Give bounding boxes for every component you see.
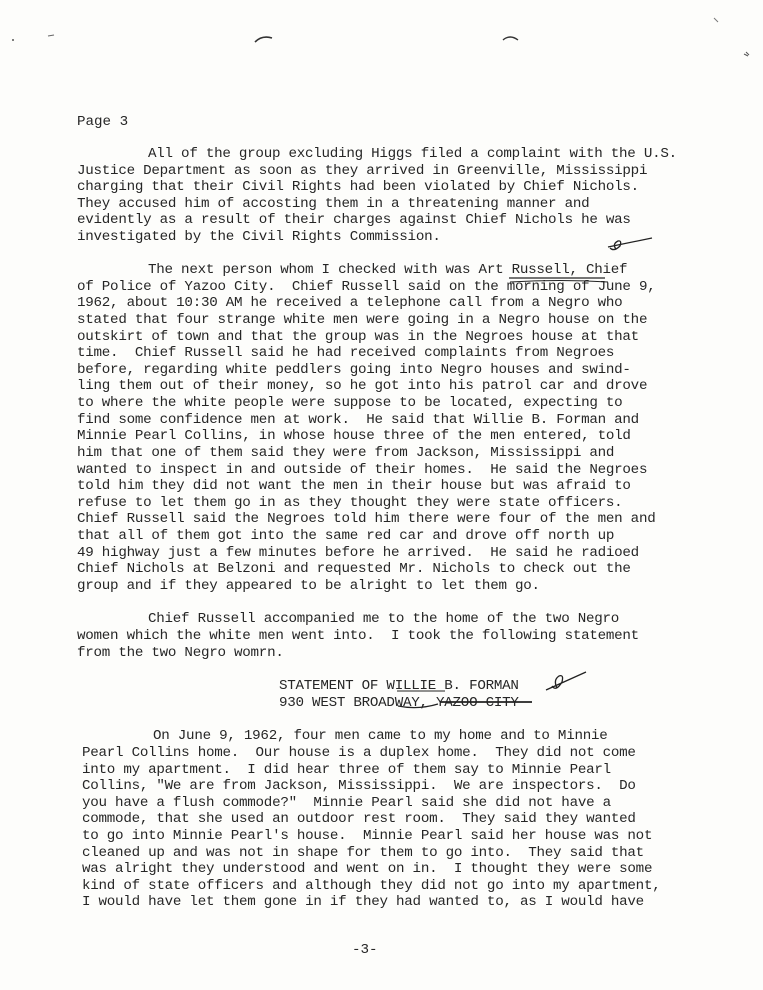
paragraph-line: was alright they understood and went on in. I thought they were some: [82, 861, 653, 877]
paragraph-line: outskirt of town and that the group was in the Negroes house at that: [77, 329, 639, 345]
paragraph-line: before, regarding white peddlers going into Negro houses and swind-: [77, 362, 631, 378]
scan-speck-marks: [0, 0, 763, 80]
paragraph-line: They accused him of accosting them in a threatening manner and: [77, 196, 590, 212]
paragraph-line: 49 highway just a few minutes before he arrived. He said he radioed: [77, 545, 639, 561]
paragraph-line: find some confidence men at work. He said that Willie B. Forman and: [77, 412, 639, 428]
paragraph-line: The next person whom I checked with was Art Russell, Chief: [148, 262, 628, 278]
paragraph-line: Chief Nichols at Belzoni and requested Mr. Nichols to check out the: [77, 561, 631, 577]
paragraph-line: investigated by the Civil Rights Commission.: [77, 229, 441, 245]
paragraph-line: Minnie Pearl Collins, in whose house three of the men entered, told: [77, 428, 631, 444]
statement-heading: STATEMENT OF WILLIE B. FORMAN: [279, 678, 519, 694]
paragraph-line: that all of them got into the same red car and drove off north up: [77, 528, 615, 544]
paragraph-line: Chief Russell said the Negroes told him there were four of the men and: [77, 511, 656, 527]
paragraph-line: evidently as a result of their charges against Chief Nichols he was: [77, 212, 631, 228]
paragraph-line: refuse to let them go in as they thought they were state officers.: [77, 495, 623, 511]
paragraph-line: Pearl Collins home. Our house is a duplex home. They did not come: [82, 745, 636, 761]
paragraph-line: charging that their Civil Rights had been violated by Chief Nichols.: [77, 179, 639, 195]
paragraph-line: told him they did not want the men in their house but was afraid to: [77, 478, 631, 494]
paragraph-line: from the two Negro womrn.: [77, 645, 284, 661]
paragraph-line: Chief Russell accompanied me to the home of the two Negro: [148, 611, 620, 627]
paragraph-line: kind of state officers and although they did not go into my apartment,: [82, 878, 661, 894]
paragraph-line: of Police of Yazoo City. Chief Russell said on the morning of June 9,: [77, 279, 656, 295]
paragraph-line: commode, that she used an outdoor rest room. They said they wanted: [82, 811, 636, 827]
paragraph-line: time. Chief Russell said he had received complaints from Negroes: [77, 345, 615, 361]
paragraph-line: stated that four strange white men were going in a Negro house on the: [77, 312, 648, 328]
paragraph-line: you have a flush commode?" Minnie Pearl said she did not have a: [82, 795, 611, 811]
statement-address: 930 WEST BROADWAY, YAZOO CITY: [279, 695, 519, 711]
footer-page-number: -3-: [352, 942, 378, 958]
paragraph-line: wanted to inspect in and outside of their homes. He said the Negroes: [77, 462, 648, 478]
page-label: Page 3: [77, 114, 129, 130]
paragraph-line: to where the white people were suppose to be located, expecting to: [77, 395, 623, 411]
paragraph-line: him that one of them said they were from Jackson, Mississippi and: [77, 445, 615, 461]
paragraph-line: Collins, "We are from Jackson, Mississippi. We are inspectors. Do: [82, 778, 636, 794]
paragraph-line: into my apartment. I did hear three of them say to Minnie Pearl: [82, 762, 611, 778]
handwritten-check-mark: [606, 234, 656, 256]
paragraph-line: ling them out of their money, so he got into his patrol car and drove: [77, 378, 648, 394]
paragraph-line: women which the white men went into. I took the following statement: [77, 628, 639, 644]
paragraph-line: On June 9, 1962, four men came to my home and to Minnie: [153, 728, 608, 744]
paragraph-line: to go into Minnie Pearl's house. Minnie Pearl said her house was not: [82, 828, 653, 844]
overline-mark: [510, 279, 610, 285]
paragraph-line: group and if they appeared to be alright to let them go.: [77, 578, 540, 594]
paragraph-line: All of the group excluding Higgs filed a complaint with the U.S.: [148, 146, 677, 162]
paragraph-line: 1962, about 10:30 AM he received a telephone call from a Negro who: [77, 295, 623, 311]
paragraph-line: cleaned up and was not in shape for them to go into. They said that: [82, 845, 644, 861]
heading-pen-marks: [390, 662, 590, 714]
paragraph-line: Justice Department as soon as they arrived in Greenville, Mississippi: [77, 163, 648, 179]
paragraph-line: I would have let them gone in if they had wanted to, as I would have: [82, 894, 644, 910]
